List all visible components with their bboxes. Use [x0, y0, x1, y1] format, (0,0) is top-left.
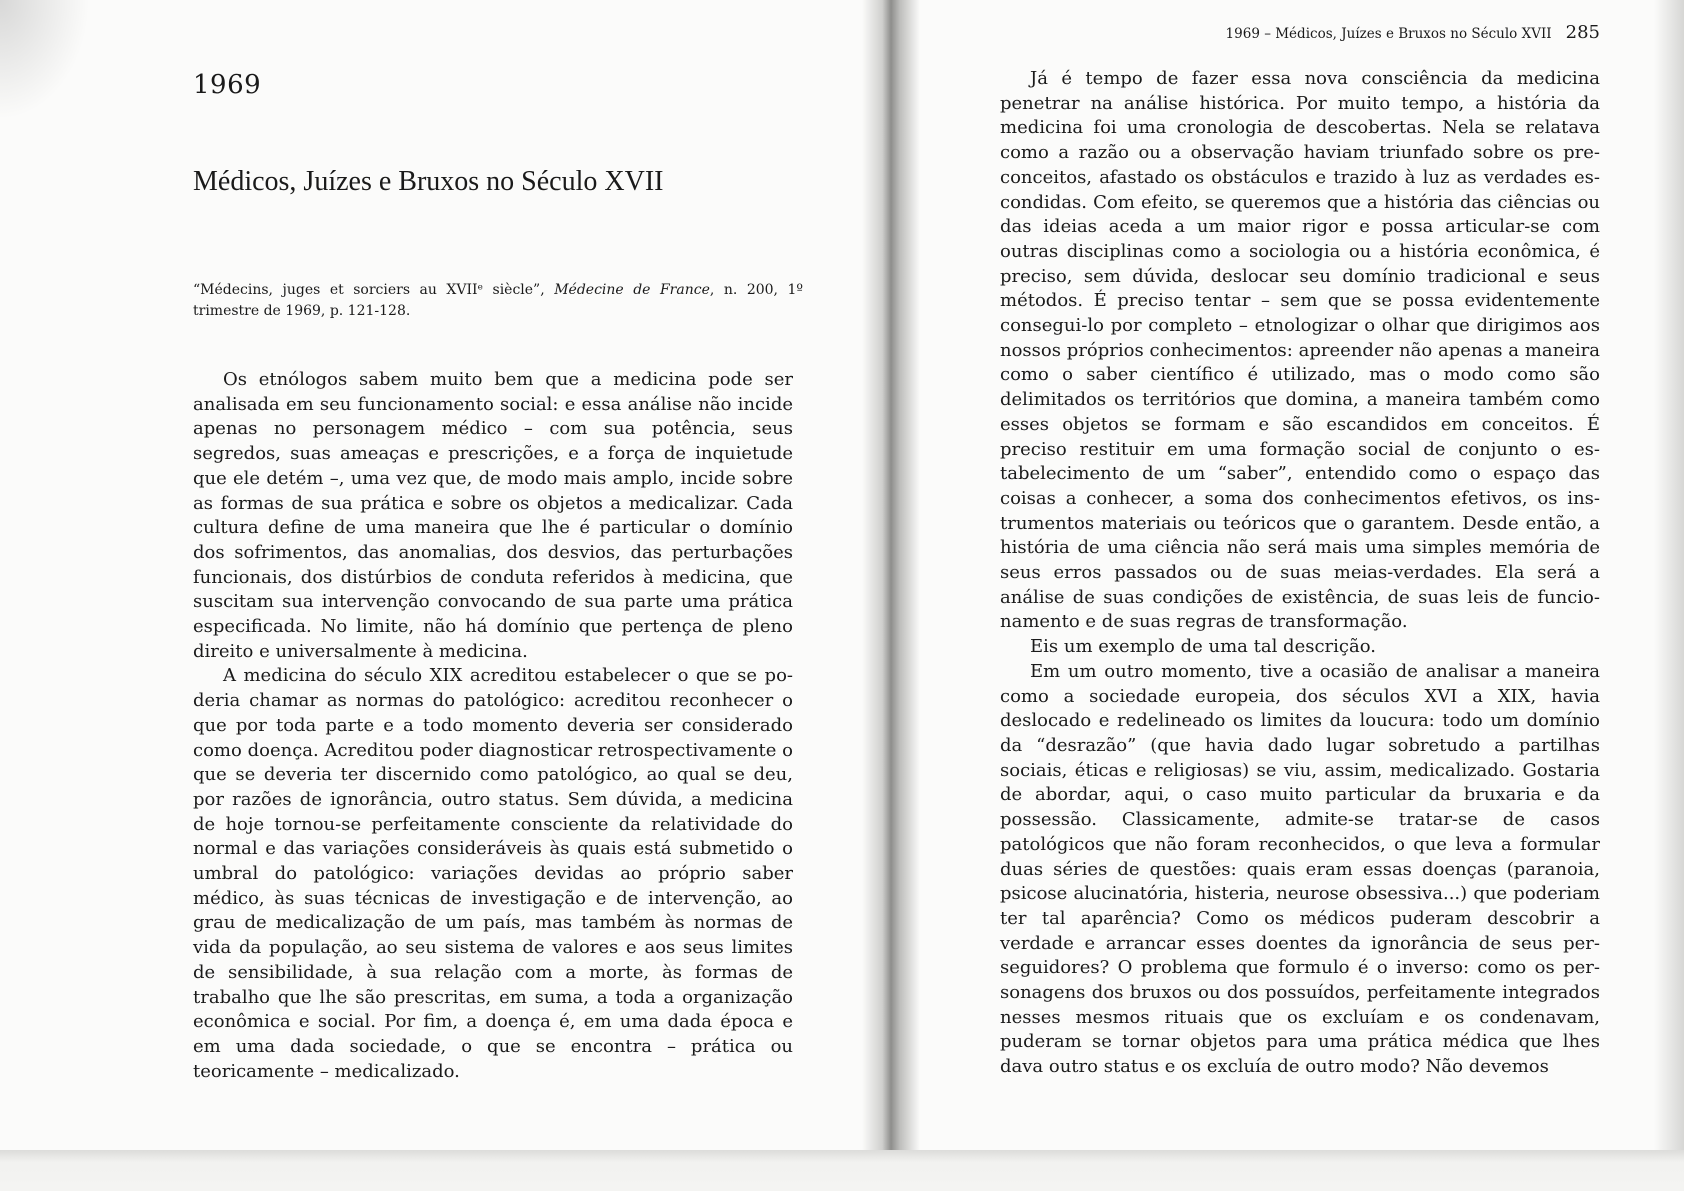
chapter-year: 1969 — [193, 70, 262, 100]
running-head-title: 1969 – Médicos, Juízes e Bruxos no Século XVII — [1225, 26, 1552, 42]
scan-shadow — [0, 0, 90, 120]
source-journal: Médecine de France — [554, 282, 710, 298]
source-details: , n. 200, 1º trimestre de 1969, p. 121-128. — [193, 282, 804, 319]
left-body-text — [193, 368, 793, 1084]
page-number: 285 — [1565, 22, 1600, 43]
page-edge-shadow — [1654, 0, 1684, 1150]
chapter-title: Médicos, Juízes e Bruxos no Século XVII — [193, 166, 664, 197]
paragraph: Já é tempo de fazer essa nova consciência da medicina penetrar na análise histórica. Por muito tempo, a história da medicina foi uma cronologia de descobertas. Nela se relatava como a razão ou a observação haviam triunfado sobre os preconceitos, afastado os obstáculos e trazido à luz as verdades escondidas. Com efeito, se queremos que a história das ciências ou das ideias aceda a um maior rigor e possa articular-se com outras disciplinas como a sociologia ou a história econômica, é preciso, sem dúvida, deslocar seu domínio tradicional e seus métodos. É preciso tentar – sem que se possa evidentemente consegui-lo por completo – etnologizar o olhar que dirigimos aos nossos próprios conhecimentos: apreender não apenas a maneira como o saber científico é utilizado, mas o modo como são delimitados os territórios que domina, a maneira também como esses objetos se formam e são escandidos em conceitos. É preciso restituir em uma formação social de conjunto o estabelecimento de um “saber”, entendido como o espaço das coisas a conhecer, a soma dos conhecimentos efetivos, os instrumentos materiais ou teóricos que o garantem. Desde então, a história de uma ciência não será mais uma simples memória de seus erros passados ou de suas meias-verdades. Ela será a análise de suas condições de existência, de suas leis de funcionamento e de suas regras de transformação. — [1000, 68, 1600, 633]
source-note — [193, 280, 803, 322]
paragraph: A medicina do século XIX acreditou estabelecer o que se poderia chamar as normas do patológico: acreditou reconhecer o que por toda parte e a todo momento deveria ser considerado como doença. Acreditou poder diagnosticar retrospectivamente o que se deveria ter discernido como patológico, ao qual se deu, por razões de ignorância, outro status. Sem dúvida, a medicina de hoje tornou-se perfeitamente consciente da relatividade do normal e das variações consideráveis às quais está submetido o umbral do patológico: variações devidas ao próprio saber médico, às suas técnicas de investigação e de intervenção, ao grau de medicalização de um país, mas também às normas de vida da população, ao seu sistema de valores e aos seus limites de sensibilidade, à sua relação com a morte, às formas de trabalho que lhe são prescritas, em suma, a toda a organização econômica e social. Por fim, a doença é, em uma dada época e em uma dada sociedade, o que se encontra – prática ou teoricamente – medicalizado. — [193, 665, 793, 1082]
right-body-text — [1000, 67, 1600, 1080]
source-original-title: “Médecins, juges et sorciers au XVIIᵉ siècle”, — [193, 282, 545, 298]
book-gutter — [862, 0, 920, 1150]
paragraph: Em um outro momento, tive a ocasião de analisar a maneira como a sociedade europeia, dos séculos XVI a XIX, havia deslocado e redelineado os limites da loucura: todo um domínio da “desrazão” (que havia dado lugar sobretudo a partilhas sociais, éticas e religiosas) se viu, assim, medicalizado. Gostaria de abordar, aqui, o caso muito particular da bruxaria e da possessão. Classicamente, admite-se tratar-se de casos patológicos que não foram reconhecidos, o que leva a formular duas séries de questões: quais eram essas doenças (paranoia, psicose alucinatória, histeria, neurose obsessiva...) que poderiam ter tal aparência? Como os médicos puderam descobrir a verdade e arrancar esses doentes da ignorância de seus perseguidores? O problema que formulo é o inverso: como os personagens dos bruxos ou dos possuídos, perfeitamente integrados nesses mesmos rituais que os excluíam e os condenavam, puderam se tornar objetos para uma prática médica que lhes dava outro status e os excluía de outro modo? Não devemos — [1000, 660, 1600, 1078]
paragraph: Eis um exemplo de uma tal descrição. — [1030, 636, 1376, 658]
paragraph: Os etnólogos sabem muito bem que a medicina pode ser analisada em seu funcionamento social: e essa análise não incide apenas no personagem médico – com sua potência, seus segredos, suas ameaças e prescrições, e a força de inquietude que ele detém –, uma vez que, de modo mais amplo, incide sobre as formas de sua prática e sobre os objetos a medicalizar. Cada cultura define de uma maneira que lhe é particular o domínio dos sofrimentos, das anomalias, dos desvios, das perturbações funcionais, dos distúrbios de conduta referidos à medicina, que suscitam sua intervenção convocando de sua parte uma prática especificada. No limite, não há domínio que pertença de pleno direito e universalmente à medicina. — [193, 369, 793, 662]
scanner-bed — [0, 1150, 1684, 1191]
running-head — [1180, 22, 1600, 43]
